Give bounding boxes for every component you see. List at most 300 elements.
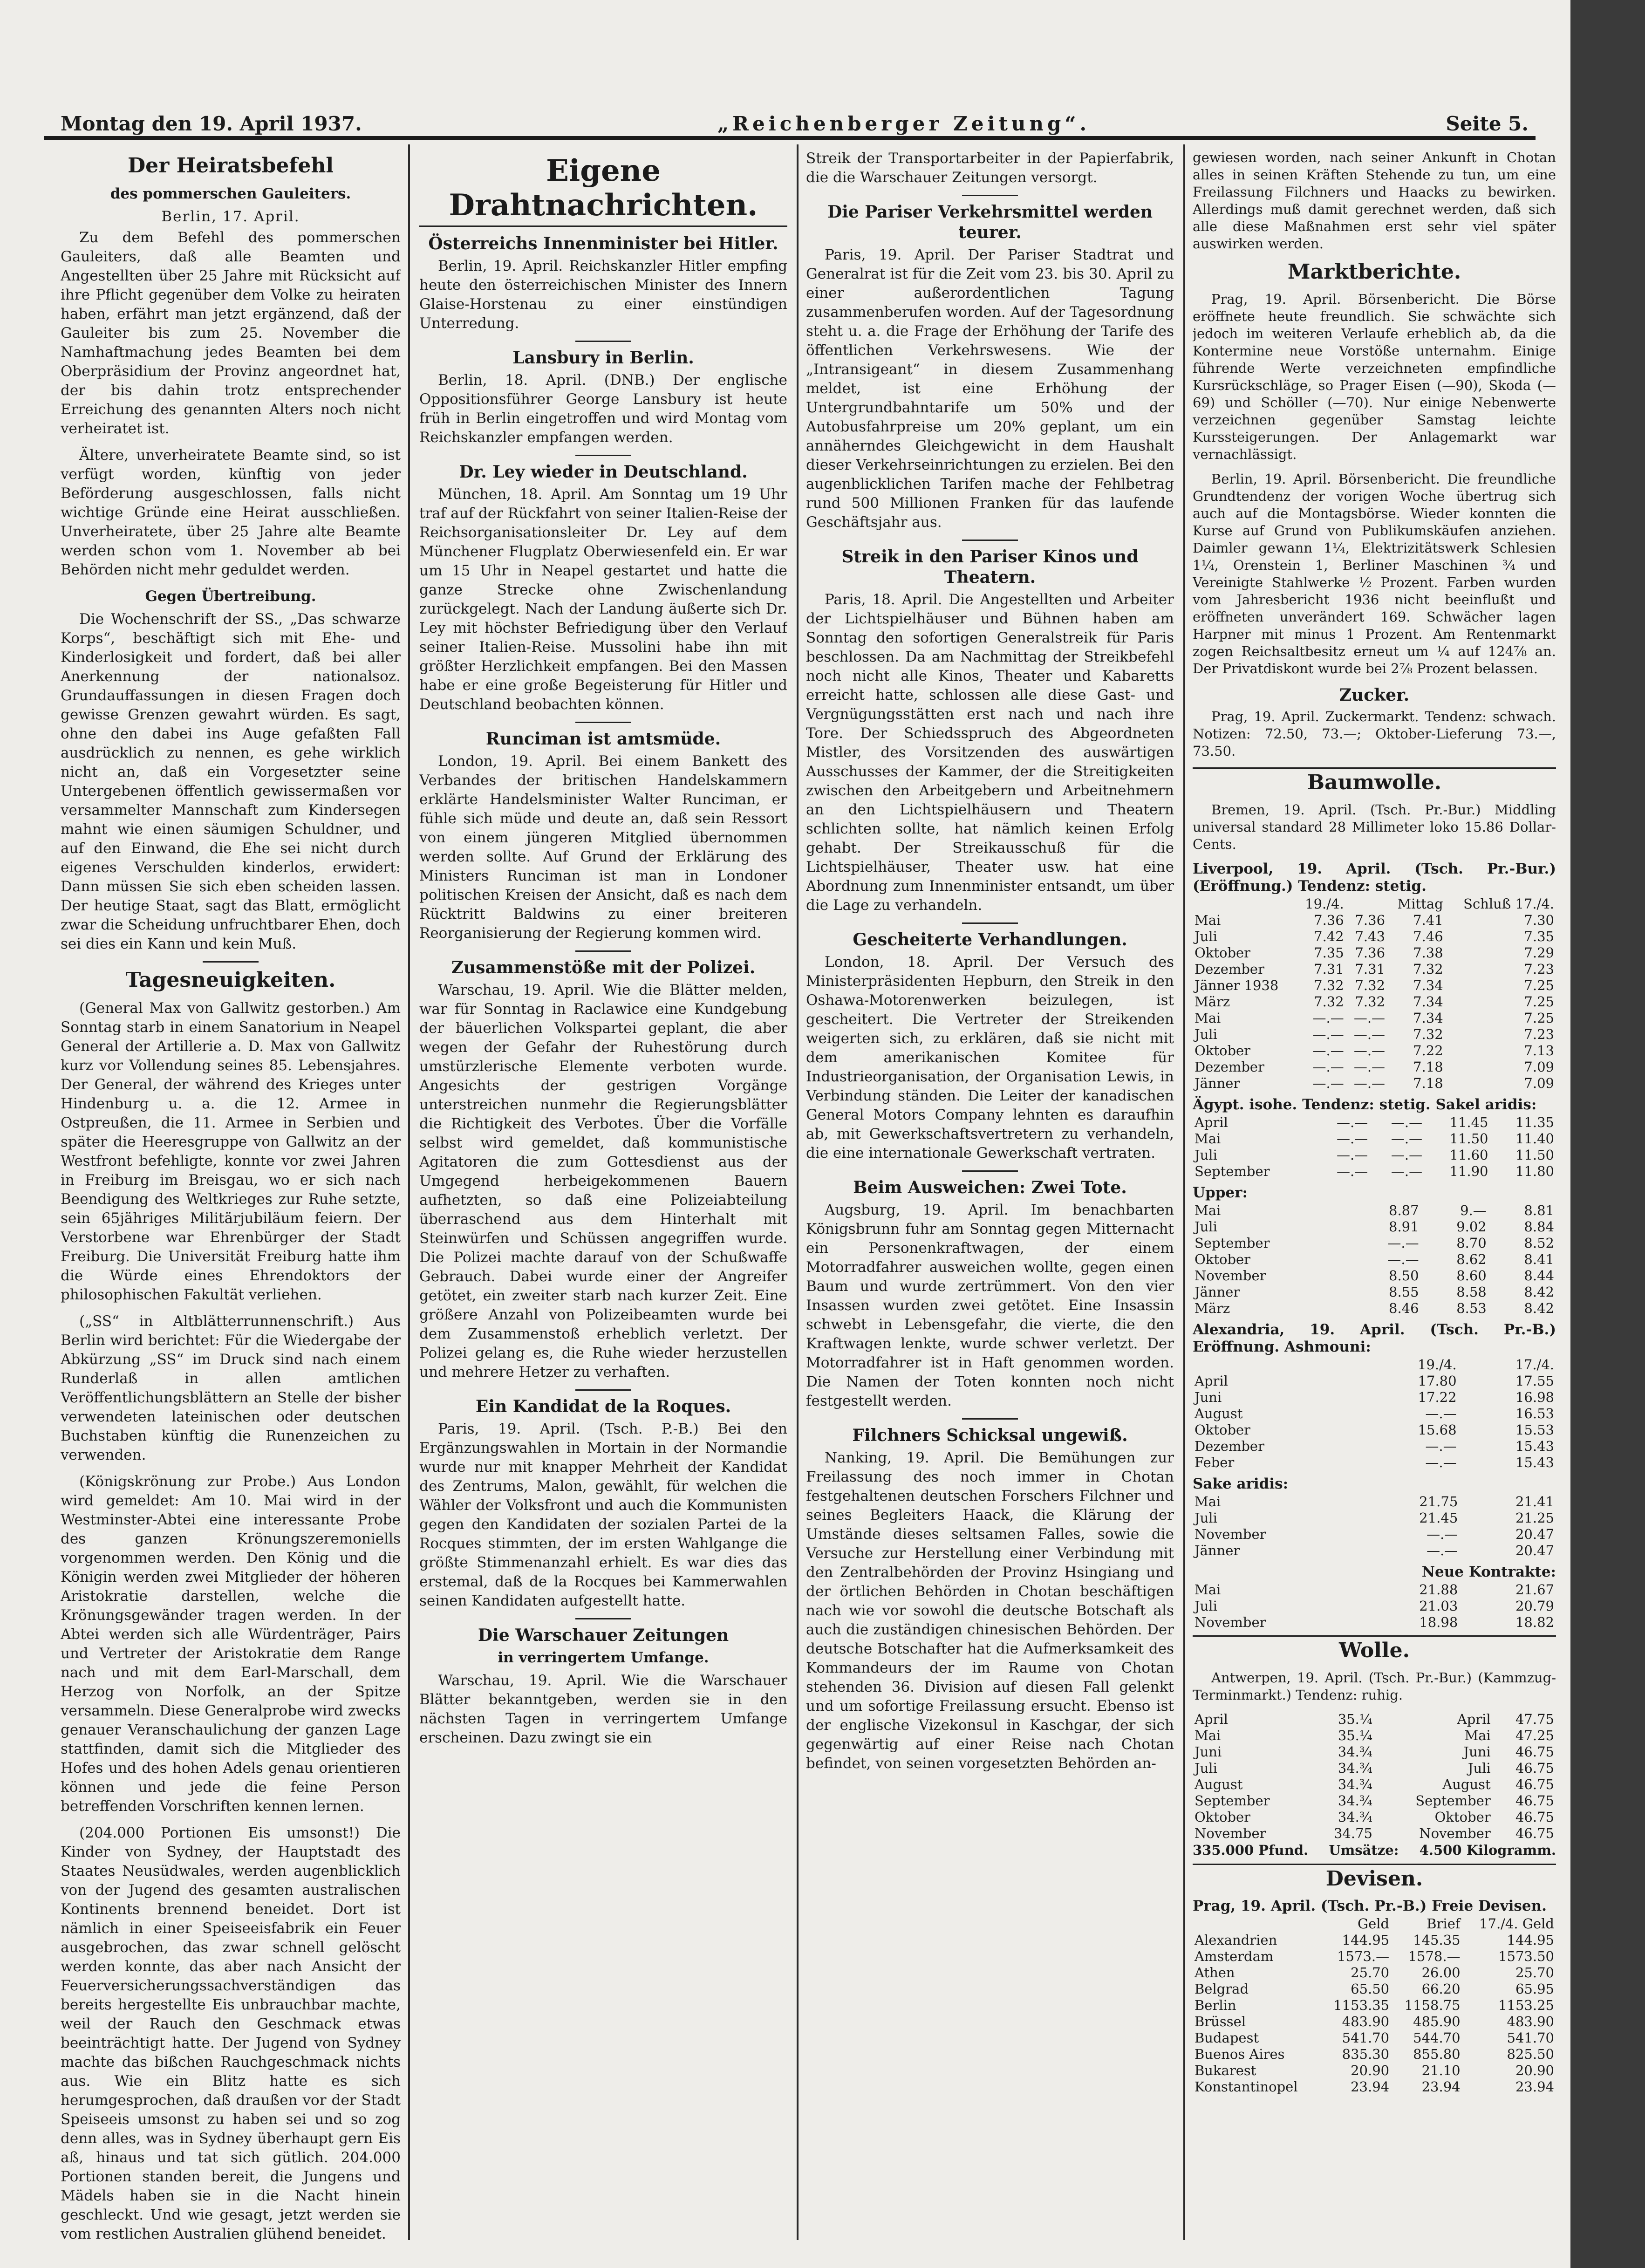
cell-value: —.—	[1387, 1251, 1419, 1267]
cell-value: 7.23	[1524, 961, 1554, 977]
table-row	[1193, 2063, 1556, 2079]
cell-value: 7.36	[1355, 945, 1386, 961]
cell-value: 23.94	[1351, 2079, 1390, 2095]
row-label: Juni	[1195, 1744, 1222, 1760]
cell-value: 11.35	[1515, 1114, 1554, 1130]
headline-runciman: Runciman ist amtsmüde.	[485, 729, 721, 749]
wool-table	[1193, 1711, 1556, 1842]
table-row	[1193, 1235, 1556, 1251]
cell-value: —.—	[1353, 1010, 1386, 1026]
cell-value: 20.47	[1515, 1543, 1554, 1558]
row-label: Juni	[1195, 1389, 1222, 1405]
article-text: Paris, 18. April. Die Angestellten und Arbeiter der Lichtspielhäuser und Bühnen haben am Sonntag den sofortigen Generalstreik für Paris beschlossen. Da am Nachmittag der Streikbefehl noch nicht alle Kinos, Theater und Kabaretts erreicht hatte, schlossen alle diese Gast- und Vergnügungsstätten erst nach und nach ihre Tore. Der Schiedsspruch des Abgeordneten Mistler, des Vorsitzenden des auswärtigen Ausschusses der Kammer, der die Streitigkeiten zwischen den Arbeitgebern und Arbeitnehmern an den Lichtspielhäusern und Theatern schlichten sollte, hat nämlich keinen Erfolg gehabt. Der Streikausschuß für die Lichtspielhäuser, Theater usw. hat eine Abordnung zum Innenminister entsandt, um über die Lage zu verhandeln.	[806, 591, 1174, 914]
cell-value: 8.84	[1524, 1219, 1554, 1235]
row-label: Juli	[1195, 1760, 1217, 1776]
cell-value: 7.32	[1413, 1026, 1443, 1042]
article-text: Die Wochenschrift der SS., „Das schwarze Korps“, beschäftigt sich mit Ehe- und Kinderlosigkeit und fordert, daß bei aller Anerkennung der nationalsoz. Grundauffassungen in diesen Fragen doch gewisse Grenzen gewahrt würden. Es sagt, ohne den dabei ins Auge gefaßten Fall ausdrücklich zu nennen, es gehe wirklich nicht an, daß ein Vorgesetzter seine Untergebenen öffentlich gewissermaßen vor versammelter Mannschaft zum Kindersegen mahnt wie einen säumigen Schuldner, und auf den Einwand, die Ehe sei nicht durch eigenes Verschulden kinderlos, erwidert: Dann müssen Sie sich eben scheiden lassen. Der heutige Staat, sagt das Blatt, ermöglicht zwar die Scheidung unfruchtbarer Ehen, doch sei dies ein Kann und kein Muß.	[61, 611, 401, 952]
cell-value: 46.75	[1515, 1793, 1554, 1809]
table-row	[1193, 1373, 1556, 1389]
cell-value: 46.75	[1515, 1776, 1554, 1792]
cell-value: —.—	[1425, 1455, 1457, 1470]
table-caption: Liverpool, 19. April. (Tsch. Pr.-Bur.) (Eröffnung.) Tendenz: stetig.	[1193, 861, 1556, 895]
cell-value: —.—	[1427, 1526, 1458, 1542]
new-contracts-table	[1193, 1582, 1556, 1631]
row-label: Mai	[1195, 1202, 1221, 1218]
cell-value: 7.32	[1355, 994, 1386, 1010]
market-text: Antwerpen, 19. April. (Tsch. Pr.-Bur.) (Kammzug-Terminmarkt.) Tendenz: ruhig.	[1193, 1670, 1556, 1703]
cell-value: 21.25	[1515, 1510, 1554, 1526]
cell-value: 15.43	[1515, 1438, 1554, 1454]
column-header: Mittag	[1397, 896, 1443, 912]
headline-warsaw-papers: Die Warschauer Zeitungen	[478, 1626, 729, 1645]
cell-value: 7.43	[1355, 929, 1386, 944]
separator	[962, 1170, 1018, 1172]
cell-value: —.—	[1391, 1131, 1423, 1147]
cell-value: 20.79	[1515, 1598, 1554, 1614]
table-row	[1193, 1494, 1556, 1510]
article-text: Warschau, 19. April. Wie die Warschauer Blätter bekanntgeben, werden sie in den nächsten Tagen in verringertem Umfange erscheinen. Dazu zwingt sie ein	[419, 1672, 787, 1746]
wool-turnover	[1193, 1842, 1556, 1859]
cell-value: 7.34	[1413, 1010, 1443, 1026]
cell-value: 8.91	[1389, 1219, 1419, 1235]
row-label: Mai	[1195, 1582, 1221, 1598]
headline-paris-transport: Die Pariser Verkehrsmittel werden teurer.	[827, 202, 1153, 242]
row-label: Berlin	[1195, 1997, 1236, 2013]
cell-value: 7.31	[1355, 961, 1386, 977]
cell-value: 11.50	[1449, 1131, 1488, 1147]
row-label: Budapest	[1195, 2030, 1259, 2046]
article-text: Streik der Transportarbeiter in der Papierfabrik, die die Warschauer Zeitungen versorgt.	[806, 150, 1174, 186]
article-text: gewiesen worden, nach seiner Ankunft in Chotan alles in seinen Kräften Stehende zu tun, um eine Freilassung Filchners und Haacks zu bewirken. Allerdings muß damit gerechnet werden, daß sich alle diese Maßnahmen erst sehr viel später auswirken werden.	[1193, 150, 1556, 252]
column-header	[1193, 1916, 1320, 1932]
row-label: Oktober	[1195, 1422, 1251, 1438]
liverpool-table	[1193, 896, 1556, 1092]
article-text: Berlin, 19. April. Reichskanzler Hitler empfing heute den österreichischen Minister des Innern Glaise-Horstenau zu einer einstündigen Unterredung.	[419, 258, 787, 332]
cell-value: 7.35	[1314, 945, 1344, 961]
table-row	[1193, 1932, 1556, 1948]
table-row	[1193, 1614, 1556, 1631]
table-row	[1193, 1965, 1556, 1981]
cell-value: 20.47	[1515, 1526, 1554, 1542]
cell-value: 11.90	[1449, 1163, 1488, 1179]
table-row	[1193, 945, 1556, 961]
cell-value: 483.90	[1507, 2014, 1554, 2029]
cell-value: 7.34	[1413, 994, 1443, 1010]
column-header: 19./4.	[1305, 896, 1344, 912]
headline-market: Marktberichte.	[1287, 260, 1461, 284]
cell-value: 8.62	[1456, 1251, 1487, 1267]
table-row	[1193, 1760, 1556, 1776]
cell-value: 46.75	[1515, 1809, 1554, 1825]
cell-value: —.—	[1312, 1059, 1344, 1075]
table-row	[1193, 1711, 1556, 1728]
cell-value: 21.45	[1419, 1510, 1458, 1526]
table-row	[1193, 2046, 1556, 2063]
cell-value: 16.98	[1515, 1389, 1554, 1405]
cell-value: 15.43	[1515, 1455, 1554, 1470]
headline-lansbury: Lansbury in Berlin.	[512, 348, 694, 368]
separator	[575, 722, 631, 723]
row-label: Oktober	[1195, 1043, 1251, 1059]
row-label: Juli	[1195, 1147, 1217, 1163]
column-rule	[1183, 144, 1185, 2240]
cell-value: 7.41	[1413, 912, 1443, 928]
headline-decree: Der Heiratsbefehl	[127, 154, 334, 178]
row-label: Jänner	[1195, 1543, 1240, 1558]
article-text: London, 18. April. Der Versuch des Ministerpräsidenten Hepburn, den Streik in den Oshawa-Motorenwerken beizulegen, ist gescheitert. Die Vertreter der Streikenden weigerten sich, zu erklären, daß sie nicht mit dem amerikanischen Komitee für Industrieorganisation, der Organisation Lewis, in Verbindung ständen. Die Leiter der kanadischen General Motors Company lehnten es daraufhin ab, mit Gewerkschaftsvertretern zu verhandeln, die eine internationale Gewerkschaft vertraten.	[806, 954, 1174, 1161]
cell-value: 15.68	[1418, 1422, 1457, 1438]
cell-value: Oktober	[1434, 1809, 1491, 1825]
table-row	[1193, 961, 1556, 977]
cell-value: 7.09	[1524, 1075, 1554, 1091]
column-header: Schluß 17./4.	[1463, 896, 1554, 912]
sakel-table	[1193, 1114, 1556, 1180]
table-row	[1193, 1059, 1556, 1075]
row-label: Bukarest	[1195, 2063, 1256, 2078]
cell-value: 7.29	[1524, 945, 1554, 961]
cell-value: 7.34	[1413, 977, 1443, 993]
table-caption: Prag, 19. April. (Tsch. Pr.-B.) Freie Devisen.	[1193, 1898, 1547, 1914]
cell-value: 8.70	[1456, 1235, 1487, 1251]
table-caption: Upper:	[1193, 1184, 1248, 1201]
cell-value: —.—	[1337, 1163, 1368, 1179]
article-text: (204.000 Portionen Eis umsonst!) Die Kinder von Sydney, der Hauptstadt des Staates Neusüdwales, werden augenblicklich von der Jugend des gesamten australischen Kontinents brennend beneidet. Dort ist nämlich in einer Speiseeisfabrik ein Feuer ausgebrochen, das zwar schnell gelöscht werden konnte, das aber nach Ansicht der Feuerversicherungssachverständigen das bereits hergestellte Eis unbrauchbar machte, weil der Rauch den Geschmack etwas beeinträchtigt hatte. Der Jugend von Sydney machte das bißchen Rauchgeschmack nichts aus. Wie ein Blitz hatte es sich herumgesprochen, daß draußen vor der Stadt Speiseeis umsonst zu haben sei und so zog denn alles, was in Sydney überhaupt gern Eis aß, hinaus und tat sich gütlich. 204.000 Portionen standen bereit, die Jungens und Mädels haben sie in die Nacht hinein geschleckt. Und wie gesagt, jetzt werden sie vom restlichen Australien glühend beneidet.	[61, 1824, 401, 2242]
cell-value: —.—	[1353, 1043, 1386, 1059]
separator	[575, 1389, 631, 1391]
cell-value: 7.18	[1413, 1059, 1443, 1075]
upper-table	[1193, 1202, 1556, 1317]
cell-value: 26.00	[1421, 1965, 1461, 1981]
cell-value: 47.25	[1515, 1728, 1554, 1743]
cell-value: 8.81	[1524, 1202, 1554, 1218]
cell-value: 1153.25	[1498, 1997, 1554, 2013]
cell-value: 7.23	[1524, 1026, 1554, 1042]
market-text: Berlin, 19. April. Börsenbericht. Die freundliche Grundtendenz der vorigen Woche übertrug sich auch auf die Montagsbörse. Wieder konnten die Kurse auf Grund von Publikumskäufen anziehen. Daimler gewann 1¼, Elektrizitätswerk Schlesien 1¼, Orenstein 1, Berliner Maschinen ¾ und Vereinigte Stahlwerke ½ Prozent. Farben wurden vom Jahresbericht 1936 nicht beeinflußt und eröffneten unverändert 169. Schwächer lagen Harpner mit minus 1 Prozent. Am Rentenmarkt zogen Reichsaltbesitz erneut um ¼ auf 124⅞ an. Der Privatdiskont wurde bei 2⅞ Prozent belassen.	[1193, 471, 1556, 676]
cell-value: —.—	[1391, 1114, 1423, 1130]
table-row	[1193, 977, 1556, 994]
table-row	[1193, 994, 1556, 1010]
row-label: Jänner	[1195, 1284, 1240, 1300]
cell-value: 65.50	[1351, 1981, 1390, 1997]
cell-value: 46.75	[1515, 1744, 1554, 1760]
cell-value: —.—	[1387, 1235, 1419, 1251]
cell-value: 11.60	[1449, 1147, 1488, 1163]
table-row	[1193, 1026, 1556, 1043]
table-row	[1193, 1268, 1556, 1284]
cell-value: 11.80	[1515, 1163, 1554, 1179]
page-number: Seite 5.	[1446, 112, 1529, 135]
table-row	[1193, 1598, 1556, 1614]
table-row	[1193, 1131, 1556, 1147]
article-text: Nanking, 19. April. Die Bemühungen zur Freilassung des noch immer in Chotan festgehaltenen deutschen Forschers Filchner und seines Begleiters Haack, die Klärung der Umstände dieses seltsamen Falles, sowie die Versuche zur Herstellung einer Verbindung mit den Zentralbehörden der Provinz Hsingiang und der örtlichen Behörden in Chotan beschäftigen nach wie vor sowohl die deutsche Botschaft als auch die zuständigen chinesischen Behörden. Der deutsche Botschafter hat die Aufmerksamkeit des Kommandeurs der im Raume von Chotan stehenden 36. Division auf diesen Fall gelenkt und um sofortige Freilassung ersucht. Ebenso ist der englische Vizekonsul in Kaschgar, der sich gegenwärtig auf einer Reise nach Chotan befindet, von seinen vorgesetzten Behörden an-	[806, 1449, 1174, 1772]
cell-value: 541.70	[1507, 2030, 1554, 2046]
headline-minister: Österreichs Innenminister bei Hitler.	[428, 234, 778, 253]
cell-value: 7.09	[1524, 1059, 1554, 1075]
table-caption: Sake aridis:	[1193, 1476, 1289, 1492]
article-text: (General Max von Gallwitz gestorben.) Am Sonntag starb in einem Sanatorium in Neapel General der Artillerie a. D. Max von Gallwitz kurz vor Vollendung seines 85. Lebensjahres. Der General, der während des Krieges unter Hindenburg u. a. die 12. Armee in Ostpreußen, die 11. Armee in Serbien und später die Heeresgruppe von Gallwitz an der Westfront befehligte, konnte vor zwei Jahren in Freiburg im Breisgau, wo er sich nach Beendigung des Weltkrieges zur Ruhe setzte, sein 65jähriges Militärjubiläum feiern. Der Verstorbene war Ehrenbürger der Stadt Freiburg. Die Universität Freiburg hatte ihm die Würde eines Ehrendoktors der philosophischen Fakultät verliehen.	[61, 1000, 401, 1303]
row-label: Brüssel	[1195, 2014, 1246, 2029]
cell-value: 1578.—	[1408, 1948, 1461, 1964]
cell-value: 11.40	[1515, 1131, 1554, 1147]
cell-value: 8.50	[1389, 1268, 1419, 1284]
cell-value: —.—	[1312, 1010, 1344, 1026]
row-label: Dezember	[1195, 1059, 1264, 1075]
running-header	[61, 102, 1529, 135]
cell-value: 46.75	[1515, 1825, 1554, 1841]
row-label: Mai	[1195, 1010, 1221, 1026]
turnover-a: 335.000 Pfund.	[1193, 1842, 1309, 1858]
table-row	[1193, 1510, 1556, 1526]
cell-value: 8.60	[1456, 1268, 1487, 1284]
column-header	[1346, 896, 1387, 912]
cell-value: 7.30	[1524, 912, 1554, 928]
table-row	[1193, 1744, 1556, 1760]
table-row	[1193, 1163, 1556, 1180]
row-label: März	[1195, 994, 1230, 1010]
subhead-warning: Gegen Übertreibung.	[145, 588, 316, 605]
table-row	[1193, 1825, 1556, 1842]
row-label: September	[1195, 1793, 1270, 1809]
cell-value: 7.38	[1413, 945, 1443, 961]
cell-value: 8.46	[1389, 1300, 1419, 1316]
article-text: Augsburg, 19. April. Im benachbarten Königsbrunn fuhr am Sonntag gegen Mitternacht ein Personenkraftwagen, der einem Motorradfahrer ausweichen wollte, gegen einen Baum und wurde zertrümmert. Von den vier Insassen wurden zwei getötet. Eine Insassin schwebt in Lebensgefahr, die vierte, die den Kraftwagen lenkte, wurde schwer verletzt. Der Motorradfahrer ist in Haft genommen worden. Die Namen der Toten konnten noch nicht festgestellt werden.	[806, 1202, 1174, 1409]
cell-value: September	[1415, 1793, 1491, 1809]
turnover-label: Umsätze:	[1329, 1842, 1399, 1858]
row-label: April	[1195, 1114, 1228, 1130]
table-row	[1193, 1543, 1556, 1559]
separator	[962, 195, 1018, 196]
table-caption: Neue Kontrakte:	[1421, 1564, 1556, 1580]
cell-value: 8.41	[1524, 1251, 1554, 1267]
cell-value: August	[1442, 1776, 1491, 1792]
table-row	[1193, 1728, 1556, 1744]
column-header: 17./4. Geld	[1479, 1916, 1554, 1932]
cell-value: 7.31	[1314, 961, 1344, 977]
cell-value: 18.98	[1419, 1614, 1458, 1630]
cell-value: 8.55	[1389, 1284, 1419, 1300]
table-row	[1193, 2079, 1556, 2095]
column-2	[419, 149, 787, 2245]
column-3	[806, 149, 1174, 2245]
row-label: Alexandrien	[1195, 1932, 1277, 1948]
currency-table	[1193, 1916, 1556, 2095]
cell-value: 34.¾	[1338, 1793, 1372, 1809]
cell-value: 21.75	[1419, 1494, 1458, 1510]
cell-value: —.—	[1391, 1147, 1423, 1163]
market-text: Prag, 19. April. Zuckermarkt. Tendenz: schwach. Notizen: 72.50, 73.—; Oktober-Lieferung 73.—, 73.50.	[1193, 709, 1556, 759]
cell-value: 65.95	[1515, 1981, 1554, 1997]
table-header-row	[1193, 896, 1556, 912]
row-label: Athen	[1195, 1965, 1235, 1981]
table-row	[1193, 1202, 1556, 1219]
headline-failed-talks: Gescheiterte Verhandlungen.	[853, 930, 1127, 950]
cell-value: 7.32	[1355, 977, 1386, 993]
cell-value: 17.55	[1515, 1373, 1554, 1389]
table-row	[1193, 1422, 1556, 1438]
row-label: Mai	[1195, 1131, 1221, 1147]
cell-value: 855.80	[1413, 2046, 1461, 2062]
cell-value: 7.18	[1413, 1075, 1443, 1091]
separator	[962, 922, 1018, 924]
cell-value: 16.53	[1515, 1406, 1554, 1421]
cell-value: 21.88	[1419, 1582, 1458, 1598]
market-text: Bremen, 19. April. (Tsch. Pr.-Bur.) Middling universal standard 28 Millimeter loko 15.86 Dollar-Cents.	[1193, 802, 1556, 852]
row-label: Juli	[1195, 1510, 1217, 1526]
table-header-row	[1193, 1357, 1556, 1373]
paper-title: „Reichenberger Zeitung“.	[717, 112, 1091, 135]
cell-value: 66.20	[1421, 1981, 1461, 1997]
dateline: Berlin, 17. April.	[161, 208, 300, 225]
table-row	[1193, 1455, 1556, 1471]
cell-value: —.—	[1337, 1114, 1368, 1130]
issue-date: Montag den 19. April 1937.	[61, 112, 362, 135]
table-row	[1193, 1981, 1556, 1997]
cell-value: —.—	[1337, 1131, 1368, 1147]
column-header	[1193, 1357, 1361, 1373]
ashmouni-table	[1193, 1357, 1556, 1471]
cell-value: November	[1419, 1825, 1491, 1841]
headline-sugar: Zucker.	[1339, 685, 1410, 705]
cell-value: 34.¾	[1338, 1776, 1372, 1792]
cell-value: —.—	[1353, 1059, 1386, 1075]
cell-value: —.—	[1425, 1406, 1457, 1421]
cell-value: 144.95	[1342, 1932, 1390, 1948]
cell-value: 7.42	[1314, 929, 1344, 944]
table-row	[1193, 2030, 1556, 2046]
subhead-decree: des pommerschen Gauleiters.	[110, 185, 351, 202]
cell-value: 825.50	[1507, 2046, 1554, 2062]
table-row	[1193, 1997, 1556, 2014]
cell-value: 1158.75	[1404, 1997, 1461, 2013]
cell-value: 544.70	[1413, 2030, 1461, 2046]
table-row	[1193, 1526, 1556, 1543]
cell-value: —.—	[1337, 1147, 1368, 1163]
cell-value: 20.90	[1515, 2063, 1554, 2078]
table-row	[1193, 1284, 1556, 1300]
cell-value: 144.95	[1507, 1932, 1554, 1948]
cell-value: 835.30	[1342, 2046, 1390, 2062]
cell-value: 9.—	[1460, 1202, 1487, 1218]
cell-value: —.—	[1391, 1163, 1423, 1179]
table-row	[1193, 1147, 1556, 1163]
separator	[962, 1418, 1018, 1420]
cell-value: 1153.35	[1333, 1997, 1390, 2013]
article-text: Paris, 19. April. Der Pariser Stadtrat und Generalrat ist für die Zeit vom 23. bis 30. April zu einer außerordentlichen Tagung zusammenberufen worden. Auf der Tagesordnung steht u. a. die Frage der Erhöhung der Tarife des öffentlichen Verkehrswesens. Wie der „Intransigeant“ in diesem Zusammenhang meldet, ist eine Erhöhung der Untergrundbahntarife um 50% und der Autobusfahrpreise um 20% geplant, um ein annäherndes Gleichgewicht in dem Haushalt dieser Verkehrseinrichtungen zu erzielen. Bei den augenblicklichen Tarifen mache der Fehlbetrag rund 500 Millionen Franken für das laufende Geschäftsjahr aus.	[806, 246, 1174, 531]
column-header: 19./4.	[1418, 1357, 1457, 1373]
cell-value: 17.80	[1418, 1373, 1457, 1389]
table-row	[1193, 1582, 1556, 1598]
row-label: April	[1195, 1373, 1228, 1389]
table-row	[1193, 1438, 1556, 1455]
cell-value: 8.44	[1524, 1268, 1554, 1284]
sake-table	[1193, 1494, 1556, 1559]
column-4	[1193, 149, 1556, 2245]
column-header: Brief	[1427, 1916, 1461, 1932]
table-row	[1193, 1300, 1556, 1317]
cell-value: 34.¾	[1338, 1809, 1372, 1825]
table-row	[1193, 1114, 1556, 1131]
row-label: Juli	[1195, 929, 1217, 944]
table-row	[1193, 1809, 1556, 1825]
row-label: Jänner 1938	[1195, 977, 1279, 993]
row-label: September	[1195, 1163, 1270, 1179]
column-header: 17./4.	[1515, 1357, 1554, 1373]
headline-filchner: Filchners Schicksal ungewiß.	[852, 1426, 1128, 1445]
separator	[962, 540, 1018, 541]
row-label: Juli	[1195, 1598, 1217, 1614]
cell-value: 34.¾	[1338, 1760, 1372, 1776]
row-label: August	[1195, 1776, 1243, 1792]
turnover-b: 4.500 Kilogramm.	[1419, 1842, 1556, 1858]
table-row	[1193, 912, 1556, 929]
cell-value: —.—	[1312, 1075, 1344, 1091]
row-label: Mai	[1195, 1494, 1221, 1510]
row-label: November	[1195, 1268, 1266, 1284]
column-rule	[797, 144, 799, 2240]
cell-value: 20.90	[1351, 2063, 1390, 2078]
cell-value: 483.90	[1342, 2014, 1390, 2029]
cell-value: 7.32	[1314, 994, 1344, 1010]
header-rule	[44, 136, 1536, 140]
article-text: München, 18. April. Am Sonntag um 19 Uhr traf auf der Rückfahrt von seiner Italien-Reise der Reichsorganisationsleiter Dr. Ley auf dem Münchener Flugplatz Oberwiesenfeld ein. Er war um 15 Uhr in Neapel gestartet und hatte die ganze Strecke ohne Zwischenlandung zurückgelegt. Nach der Landung äußerte sich Dr. Ley mit höchster Befriedigung über den Verlauf seiner Italien-Reise. Mussolini habe ihn mit größter Herzlichkeit empfangen. Bei den Massen habe er eine große Begeisterung für Hitler und Deutschland beobachten können.	[419, 486, 787, 713]
article-text: Berlin, 18. April. (DNB.) Der englische Oppositionsführer George Lansbury ist heute früh in Berlin eingetroffen und wird Montag vom Reichskanzler empfangen werden.	[419, 372, 787, 446]
table-row	[1193, 1219, 1556, 1235]
row-label: Oktober	[1195, 1809, 1251, 1825]
cell-value: 21.67	[1515, 1582, 1554, 1598]
cell-value: 7.25	[1524, 977, 1554, 993]
cell-value: 25.70	[1351, 1965, 1390, 1981]
table-row	[1193, 929, 1556, 945]
cell-value: —.—	[1427, 1543, 1458, 1558]
row-label: November	[1195, 1526, 1266, 1542]
headline-news: Tagesneuigkeiten.	[125, 968, 336, 992]
article-text: Zu dem Befehl des pommerschen Gauleiters, daß alle Beamten und Angestellten über 25 Jahre mit Rücksicht auf ihre Pflicht gegenüber dem Volke zu heiraten haben, erfährt man jetzt ergänzend, daß der Gauleiter bis zum 25. November die Namhaftmachung jedes Beamten bei dem Oberpräsidium der Provinz angeordnet hat, der bis dahin trotz entsprechender Erreichung des genannten Alters noch nicht verheiratet ist.	[61, 229, 401, 437]
row-label: Mai	[1195, 1728, 1221, 1743]
row-label: Buenos Aires	[1195, 2046, 1285, 2062]
cell-value: 11.50	[1515, 1147, 1554, 1163]
cell-value: 9.02	[1456, 1219, 1487, 1235]
cell-value: 15.53	[1515, 1422, 1554, 1438]
cell-value: —.—	[1353, 1075, 1386, 1091]
row-label: November	[1195, 1825, 1266, 1841]
row-label: Oktober	[1195, 1251, 1251, 1267]
cell-value: —.—	[1425, 1438, 1457, 1454]
cell-value: 7.22	[1413, 1043, 1443, 1059]
row-label: Belgrad	[1195, 1981, 1249, 1997]
row-label: April	[1195, 1711, 1228, 1727]
headline-wool: Wolle.	[1193, 1635, 1556, 1663]
row-label: Dezember	[1195, 1438, 1264, 1454]
separator	[575, 455, 631, 456]
cell-value: 7.35	[1524, 929, 1554, 944]
row-label: September	[1195, 1235, 1270, 1251]
table-row	[1193, 1406, 1556, 1422]
subhead-warsaw: in verringertem Umfange.	[498, 1649, 709, 1666]
cell-value: 34.¾	[1338, 1744, 1372, 1760]
article-text: Paris, 19. April. (Tsch. P.-B.) Bei den Ergänzungswahlen in Mortain in der Normandie wurde nur mit knapper Mehrheit der Kandidat des Zentrums, Malon, gewählt, für welchen die Wähler der Volksfront und auch die Kommunisten gegen den Kandidaten der sozialen Partei de la Rocques stimmten, der im ersten Wahlgange die größte Stimmenanzahl erhielt. Es war dies das erstemal, daß de la Rocques bei Kammerwahlen seinen Kandidaten aufgestellt hatte.	[419, 1421, 787, 1609]
cell-value: 1573.—	[1337, 1948, 1390, 1964]
cell-value: 34.75	[1333, 1825, 1372, 1841]
cell-value: 485.90	[1413, 2014, 1461, 2029]
row-label: Dezember	[1195, 961, 1264, 977]
headline-two-dead: Beim Ausweichen: Zwei Tote.	[853, 1178, 1127, 1197]
separator	[575, 341, 631, 342]
cell-value: 7.32	[1314, 977, 1344, 993]
cell-value: 11.45	[1449, 1114, 1488, 1130]
row-label: Oktober	[1195, 945, 1251, 961]
headline-ley: Dr. Ley wieder in Deutschland.	[459, 462, 748, 482]
cell-value: 47.75	[1515, 1711, 1554, 1727]
